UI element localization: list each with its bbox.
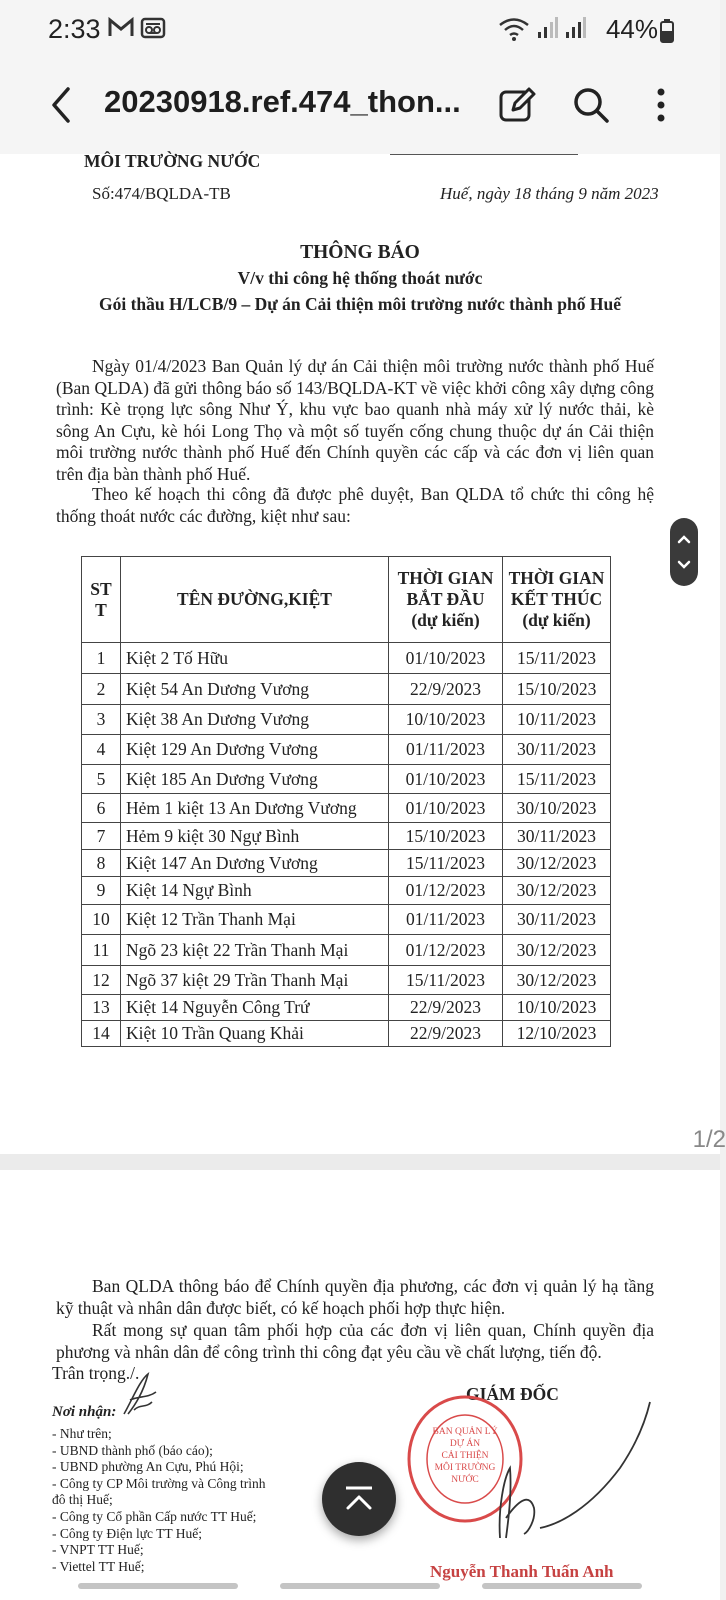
gmail-icon [108,16,134,45]
search-icon [572,86,610,124]
table-row [82,935,611,966]
recipient-item: - UBND phường An Cựu, Phú Hội; [52,1459,244,1475]
cell-start: 22/9/2023 [389,674,503,705]
page-gap [0,1154,720,1170]
cell-start: 01/11/2023 [389,905,503,935]
table-row [82,966,611,995]
cell-stt: 9 [82,877,121,905]
recipient-item: - Công ty Cổ phần Cấp nước TT Huế; [52,1509,257,1524]
table-row [82,674,611,705]
status-time: 2:33 [48,14,101,44]
more-vert-icon [655,87,667,123]
org-line: MÔI TRƯỜNG NƯỚC [84,151,261,171]
cell-stt: 10 [82,905,121,935]
cell-end: 10/11/2023 [503,705,611,735]
search-button[interactable] [566,80,616,130]
doc-subtitle: V/v thi công hệ thống thoát nước [237,268,483,288]
cell-street: Hẻm 9 kiệt 30 Ngự Bình [121,823,389,850]
doc-subtitle-2: Gói thầu H/LCB/9 – Dự án Cải thiện môi trường nước thành phố Huế [98,294,621,314]
cell-start: 01/12/2023 [389,935,503,966]
arrow-up-icon [342,1484,376,1514]
cell-stt: 6 [82,794,121,823]
paragraph-4: Rất mong sự quan tâm phối hợp của các đơn vị liên quan, Chính quyền địa phương và nhân dân để công trình thi công đạt yêu cầu về chất lượng, tiến độ. [56,1320,654,1362]
cell-start: 22/9/2023 [389,995,503,1021]
cell-street: Kiệt 14 Nguyễn Công Trứ [121,995,389,1021]
cell-street: Hẻm 1 kiệt 13 An Dương Vương [121,794,389,823]
cell-street: Kiệt 10 Trần Quang Khải [121,1021,389,1047]
cell-end: 30/11/2023 [503,735,611,765]
cell-end: 15/11/2023 [503,765,611,794]
recipient-item: - Như trên; [52,1426,112,1441]
table-row [82,905,611,935]
cell-end: 12/10/2023 [503,1021,611,1047]
cell-stt: 13 [82,995,121,1021]
page-indicator: 1/2 [692,1126,726,1153]
cell-street: Kiệt 38 An Dương Vương [121,705,389,735]
cell-end: 15/10/2023 [503,674,611,705]
cell-stt: 14 [82,1021,121,1047]
cell-street: Kiệt 14 Ngự Bình [121,877,389,905]
wifi-icon [498,16,530,47]
doc-title: THÔNG BÁO [300,242,420,263]
page-scroll-control[interactable] [670,518,698,586]
table-row [82,765,611,794]
nav-segment-right[interactable] [482,1583,642,1589]
cell-end: 30/10/2023 [503,794,611,823]
doc-date: Huế, ngày 18 tháng 9 năm 2023 [440,184,659,203]
cell-street: Ngõ 37 kiệt 29 Trần Thanh Mại [121,966,389,995]
cell-start: 01/12/2023 [389,877,503,905]
cell-start: 15/11/2023 [389,966,503,995]
cell-stt: 3 [82,705,121,735]
header-end: THỜI GIAN KẾT THÚC (dự kiến) [503,557,611,643]
closing-text: Trân trọng./. [52,1363,140,1383]
recipient-item: - UBND thành phố (báo cáo); [52,1442,213,1458]
svg-text:DỰ ÁN: DỰ ÁN [449,1439,481,1449]
table-row [82,823,611,850]
cell-end: 30/11/2023 [503,905,611,935]
header-start: THỜI GIAN BẮT ĐẦU (dự kiến) [389,557,503,643]
edit-button[interactable] [492,80,542,130]
cell-end: 30/12/2023 [503,877,611,905]
nav-segment-center[interactable] [280,1583,440,1589]
cell-street: Kiệt 129 An Dương Vương [121,735,389,765]
battery-percent: 44% [605,14,658,44]
svg-text:CẢI THIỆN: CẢI THIỆN [441,1451,489,1461]
cell-stt: 2 [82,674,121,705]
cell-end: 15/11/2023 [503,643,611,674]
recipients-title: Nơi nhận: [52,1404,117,1420]
paragraph-2: Theo kế hoạch thi công đã được phê duyệt, Ban QLDA tổ chức thi công hệ thống thoát nước các đường, kiệt như sau: [56,484,654,526]
chevron-up-down-icon [670,518,698,586]
svg-text:MÔI TRƯỜNG: MÔI TRƯỜNG [434,1463,496,1473]
cell-start: 01/11/2023 [389,735,503,765]
status-bar [0,0,720,60]
cell-street: Kiệt 147 An Dương Vương [121,850,389,877]
cell-street: Ngõ 23 kiệt 22 Trần Thanh Mại [121,935,389,966]
doc-number: Số:474/BQLDA-TB [92,184,231,203]
cell-start: 15/11/2023 [389,850,503,877]
cell-stt: 4 [82,735,121,765]
cell-stt: 7 [82,823,121,850]
voicemail-icon [140,16,166,45]
cell-start: 01/10/2023 [389,794,503,823]
table-row [82,735,611,765]
pdf-page-1[interactable] [0,151,720,1154]
table-row [82,995,611,1021]
paragraph-1: Ngày 01/4/2023 Ban Quản lý dự án Cải thiện môi trường nước thành phố Huế (Ban QLDA) đã gửi thông báo số 143/BQLDA-KT về việc khởi công xây dựng công trình: Kè trọng lực sông Như Ý, khu vực bao quanh nhà máy xử lý nước thải, kè sông An Cựu, kè hói Long Thọ và một số tuyến cống chung thuộc dự án Cải thiện môi trường nước thành phố Huế đến Chính quyền các cấp và các đơn vị liên quan trên địa bàn thành phố Huế. [56,356,654,484]
director-title: GIÁM ĐỐC [466,1384,559,1404]
cell-end: 10/10/2023 [503,995,611,1021]
document-title: 20230918.ref.474_thon... [104,84,461,119]
cell-end: 30/11/2023 [503,823,611,850]
initials-signature-icon [118,1370,162,1420]
schedule-table [81,556,611,1047]
recipient-item: - Công ty CP Môi trường và Công trình [52,1475,266,1491]
cell-street: Kiệt 2 Tố Hữu [121,643,389,674]
nav-segment-left[interactable] [78,1583,238,1589]
paragraph-3: Ban QLDA thông báo để Chính quyền địa phương, các đơn vị quản lý hạ tầng kỹ thuật và nhân dân được biết, có kế hoạch phối hợp thực hiện. [56,1276,654,1318]
more-options-button[interactable] [636,80,686,130]
svg-text:BAN QUẢN LÝ: BAN QUẢN LÝ [432,1427,498,1437]
header-stt: ST T [82,557,121,643]
cell-start: 22/9/2023 [389,1021,503,1047]
app-bar [0,60,720,155]
cell-start: 10/10/2023 [389,705,503,735]
table-row [82,794,611,823]
edit-icon [498,86,536,124]
director-signature-icon [470,1398,660,1548]
back-arrow-icon [46,85,76,125]
svg-text:NƯỚC: NƯỚC [451,1475,479,1485]
table-row [82,643,611,674]
cell-end: 30/12/2023 [503,935,611,966]
cell-street: Kiệt 185 An Dương Vương [121,765,389,794]
cell-end: 30/12/2023 [503,966,611,995]
recipient-item: đô thị Huế; [52,1492,113,1508]
signer-name: Nguyễn Thanh Tuấn Anh [430,1562,614,1581]
cell-start: 01/10/2023 [389,643,503,674]
table-header-row [82,557,611,643]
table-row [82,1021,611,1047]
battery-icon [660,19,674,48]
signal-icon [536,16,558,45]
back-button[interactable] [36,80,86,130]
recipient-item: - Viettel TT Huế; [52,1558,145,1574]
table-row [82,850,611,877]
cell-start: 15/10/2023 [389,823,503,850]
cell-stt: 12 [82,966,121,995]
cell-street: Kiệt 12 Trần Thanh Mại [121,905,389,935]
header-rule [390,154,578,155]
cell-stt: 1 [82,643,121,674]
cell-end: 30/12/2023 [503,850,611,877]
header-street: TÊN ĐƯỜNG,KIỆT [121,557,389,643]
scroll-to-top-button[interactable] [322,1462,396,1536]
table-row [82,877,611,905]
cell-stt: 5 [82,765,121,794]
cell-start: 01/10/2023 [389,765,503,794]
cell-street: Kiệt 54 An Dương Vương [121,674,389,705]
recipient-item: - Công ty Điện lực TT Huế; [52,1525,203,1541]
recipient-item: - VNPT TT Huế; [52,1542,144,1558]
cell-stt: 8 [82,850,121,877]
cell-stt: 11 [82,935,121,966]
table-row [82,705,611,735]
signal-icon-2 [564,16,586,45]
